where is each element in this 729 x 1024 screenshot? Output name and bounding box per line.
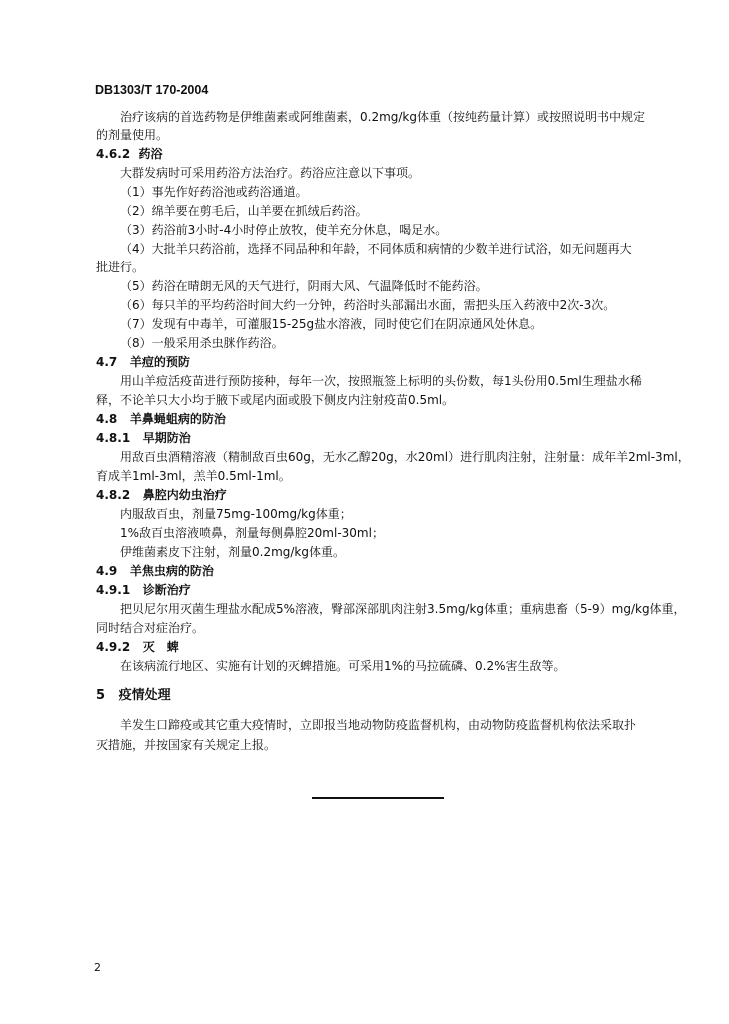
section-number: 4.9.1 xyxy=(96,583,131,597)
paragraph-line: 同时结合对症治疗。 xyxy=(96,621,205,635)
section-number: 4.9 xyxy=(96,564,118,578)
paragraph-line: 治疗该病的首选药物是伊维菌素或阿维菌素，0.2mg/kg体重（按纯药量计算）或按照说明书中规定 xyxy=(120,110,646,124)
section-heading-4-8-2 xyxy=(96,487,227,503)
section-number: 4.9.2 xyxy=(96,640,131,654)
paragraph-line: 的剂量使用。 xyxy=(96,128,169,142)
list-item: （3）药浴前3小时-4小时停止放牧，使羊充分休息，喝足水。 xyxy=(120,223,448,237)
paragraph-line: 在该病流行地区、实施有计划的灭蜱措施。可采用1%的马拉硫磷、0.2%害生敌等。 xyxy=(120,659,566,673)
section-heading-4-6-2 xyxy=(96,146,163,162)
page-number: 2 xyxy=(94,961,101,974)
section-heading-4-7 xyxy=(96,354,190,370)
list-item: （2）绵羊要在剪毛后，山羊要在抓绒后药浴。 xyxy=(120,204,368,218)
list-item-continuation: 批进行。 xyxy=(96,260,145,274)
list-item: 伊维菌素皮下注射，剂量0.2mg/kg体重。 xyxy=(120,545,346,559)
paragraph-line: 用山羊痘活疫苗进行预防接种，每年一次，按照瓶签上标明的头份数，每1头份用0.5ml生理盐水稀 xyxy=(120,374,642,388)
paragraph-line: 把贝尼尔用灭菌生理盐水配成5%溶液，臀部深部肌肉注射3.5mg/kg体重；重病患畜（5-9）mg/kg体重， xyxy=(120,602,686,616)
document-id: DB1303/T 170-2004 xyxy=(95,83,209,97)
section-title: 羊痘的预防 xyxy=(129,355,190,369)
section-title: 羊鼻蝇蛆病的防治 xyxy=(129,412,226,426)
section-heading-4-9-2 xyxy=(96,639,179,655)
paragraph-line: 育成羊1ml-3ml，羔羊0.5ml-1ml。 xyxy=(96,469,291,483)
section-number: 4.8.1 xyxy=(96,431,131,445)
section-number: 5 xyxy=(96,688,106,703)
section-number: 4.8 xyxy=(96,412,118,426)
section-title: 早期防治 xyxy=(142,431,191,445)
section-title: 鼻腔内幼虫治疗 xyxy=(142,488,227,502)
section-title: 灭 蜱 xyxy=(142,640,179,654)
paragraph-line: 灭措施，并按国家有关规定上报。 xyxy=(96,738,277,752)
list-item: （6）每只羊的平均药浴时间大约一分钟，药浴时头部漏出水面，需把头压入药液中2次-3次。 xyxy=(120,298,616,312)
section-number: 4.6.2 xyxy=(96,147,131,161)
list-item: 1%敌百虫溶液喷鼻，剂量每侧鼻腔20ml-30ml； xyxy=(120,526,384,540)
list-item: （4）大批羊只药浴前，选择不同品种和年龄，不同体质和病情的少数羊进行试浴，如无问题再大 xyxy=(120,242,632,256)
section-title: 疫情处理 xyxy=(118,688,171,703)
list-item: 内服敌百虫，剂量75mg-100mg/kg体重； xyxy=(120,507,352,521)
end-rule xyxy=(312,797,444,799)
list-item: （1）事先作好药浴池或药浴通道。 xyxy=(120,185,308,199)
section-heading-4-8-1 xyxy=(96,430,191,446)
section-heading-4-9-1 xyxy=(96,582,191,598)
section-heading-5 xyxy=(96,688,171,704)
list-item: （5）药浴在晴朗无风的天气进行，阴雨大风、气温降低时不能药浴。 xyxy=(120,279,488,293)
section-number: 4.8.2 xyxy=(96,488,131,502)
paragraph-line: 释，不论羊只大小均于腋下或尾内面或股下侧皮内注射疫苗0.5ml。 xyxy=(96,393,455,407)
section-number: 4.7 xyxy=(96,355,118,369)
list-item: （8）一般采用杀虫脒作药浴。 xyxy=(120,336,284,350)
section-heading-4-8 xyxy=(96,411,226,427)
paragraph-line: 用敌百虫酒精溶液（精制敌百虫60g，无水乙醇20g，水20ml）进行肌肉注射，注射量：成年羊2ml-3ml， xyxy=(120,450,690,464)
section-title: 羊焦虫病的防治 xyxy=(129,564,214,578)
list-item: （7）发现有中毒羊，可灌服15-25g盐水溶液，同时使它们在阴凉通风处休息。 xyxy=(120,317,543,331)
section-title: 诊断治疗 xyxy=(142,583,191,597)
paragraph-line: 羊发生口蹄疫或其它重大疫情时，立即报当地动物防疫监督机构，由动物防疫监督机构依法采取扑 xyxy=(120,718,637,732)
paragraph-line: 大群发病时可采用药浴方法治疗。药浴应注意以下事项。 xyxy=(120,166,421,180)
section-title: 药浴 xyxy=(138,147,163,161)
section-heading-4-9 xyxy=(96,563,214,579)
